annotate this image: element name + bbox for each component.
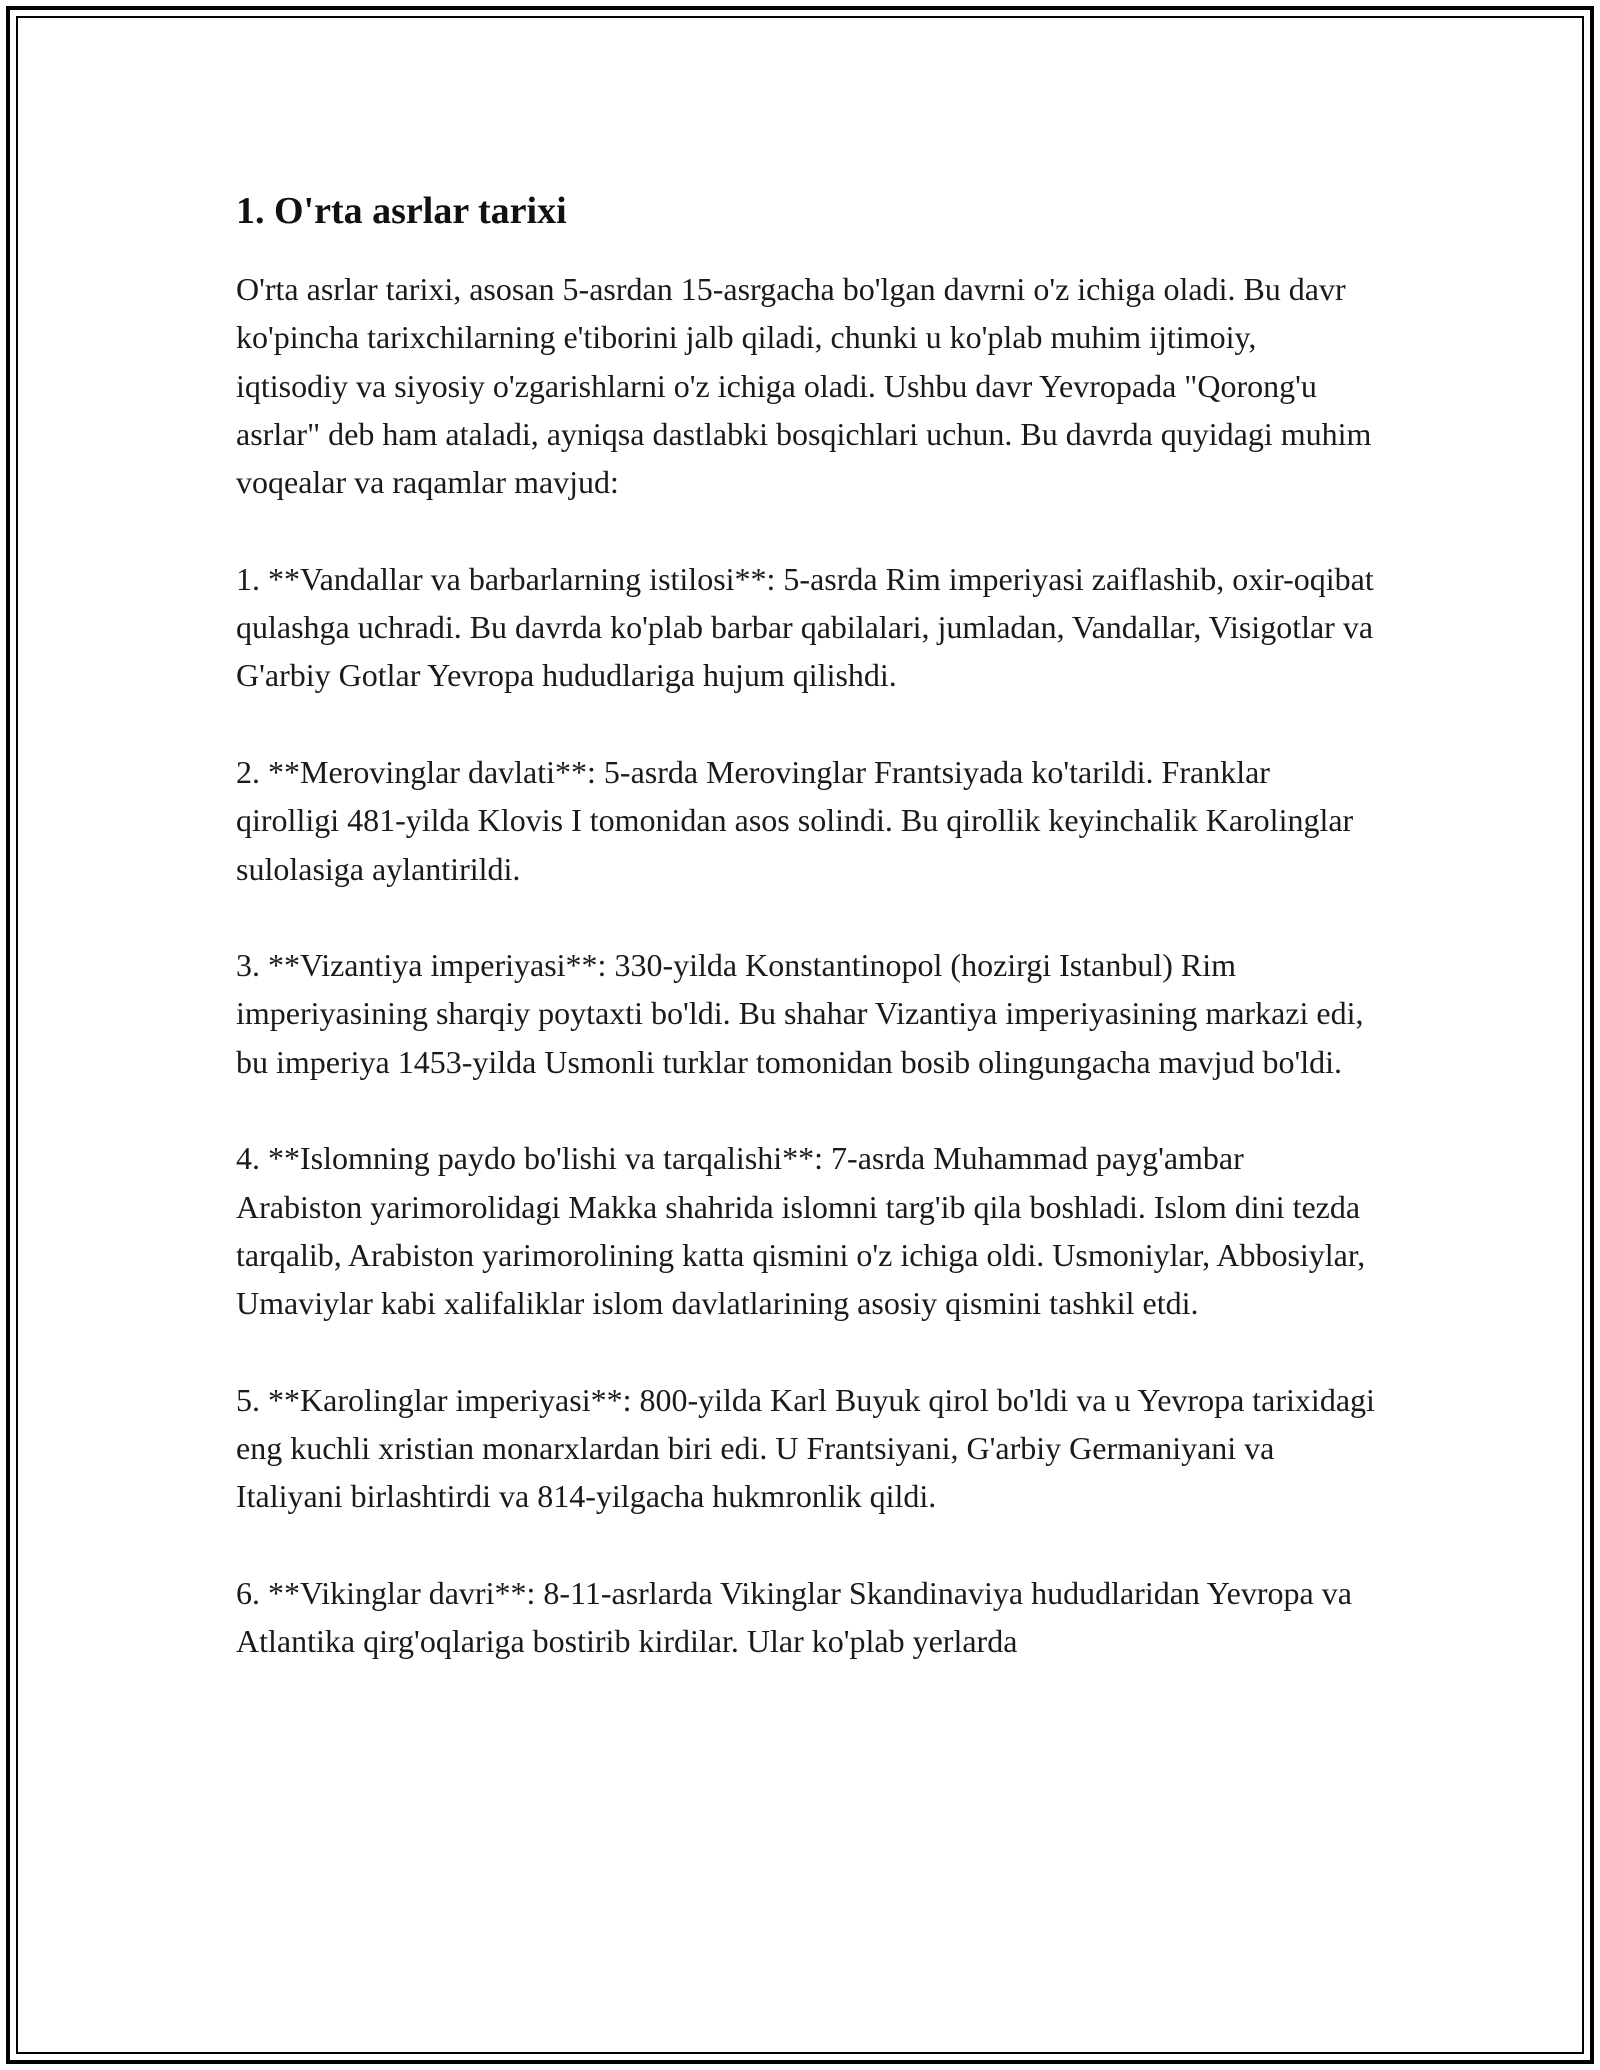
list-item-paragraph: 3. **Vizantiya imperiyasi**: 330-yilda Konstantinopol (hozirgi Istanbul) Rim imperiyasining sharqiy poytaxti bo'ldi. Bu shahar Vizantiya imperiyasining markazi edi, bu imperiya 1453-yilda Usmonli turklar tomonidan bosib olingungacha mavjud bo'ldi.: [236, 947, 1364, 1080]
list-item-paragraph: 1. **Vandallar va barbarlarning istilosi**: 5-asrda Rim imperiyasi zaiflashib, oxir-oqibat qulashga uchradi. Bu davrda ko'plab barbar qabilalari, jumladan, Vandallar, Visigotlar va G'arbiy Gotlar Yevropa hududlariga hujum qilishdi.: [236, 560, 1374, 694]
intro-paragraph: O'rta asrlar tarixi, asosan 5-asrdan 15-asrgacha bo'lgan davrni o'z ichiga oladi. Bu davr ko'pincha tarixchilarning e'tiborini jalb qiladi, chunki u ko'plab muhim ijtimoiy, iqtisodiy va siyosiy o'zgarishlarni o'z ichiga oladi. Ushbu davr Yevropada "Qorong'u asrlar" deb ham ataladi, ayniqsa dastlabki bosqichlari uchun. Bu davrda quyidagi muhim voqealar va raqamlar mavjud:: [236, 271, 1372, 501]
document-body: [236, 185, 1376, 1666]
list-item-paragraph: 5. **Karolinglar imperiyasi**: 800-yilda Karl Buyuk qirol bo'ldi va u Yevropa tarixidagi eng kuchli xristian monarxlardan biri edi. U Frantsiyani, G'arbiy Germaniyani va Italiyani birlashtirdi va 814-yilgacha hukmronlik qildi.: [236, 1381, 1375, 1515]
list-item-paragraph: 2. **Merovinglar davlati**: 5-asrda Merovinglar Frantsiyada ko'tarildi. Franklar qirolligi 481-yilda Klovis I tomonidan asos solindi. Bu qirollik keyinchalik Karolinglar sulolasiga aylantirildi.: [236, 753, 1354, 887]
document-title: 1. O'rta asrlar tarixi: [236, 190, 567, 232]
list-item-paragraph: 6. **Vikinglar davri**: 8-11-asrlarda Vikinglar Skandinaviya hududlaridan Yevropa va Atlantika qirg'oqlariga bostirib kirdilar. Ular ko'plab yerlarda: [236, 1575, 1352, 1660]
list-item-paragraph: 4. **Islomning paydo bo'lishi va tarqalishi**: 7-asrda Muhammad payg'ambar Arabiston yarimorolidagi Makka shahrida islomni targ'ib qila boshladi. Islom dini tezda tarqalib, Arabiston yarimorolining katta qismini o'z ichiga oldi. Usmoniylar, Abbosiylar, Umaviylar kabi xalifaliklar islom davlatlarining asosiy qismini tashkil etdi.: [236, 1140, 1366, 1322]
